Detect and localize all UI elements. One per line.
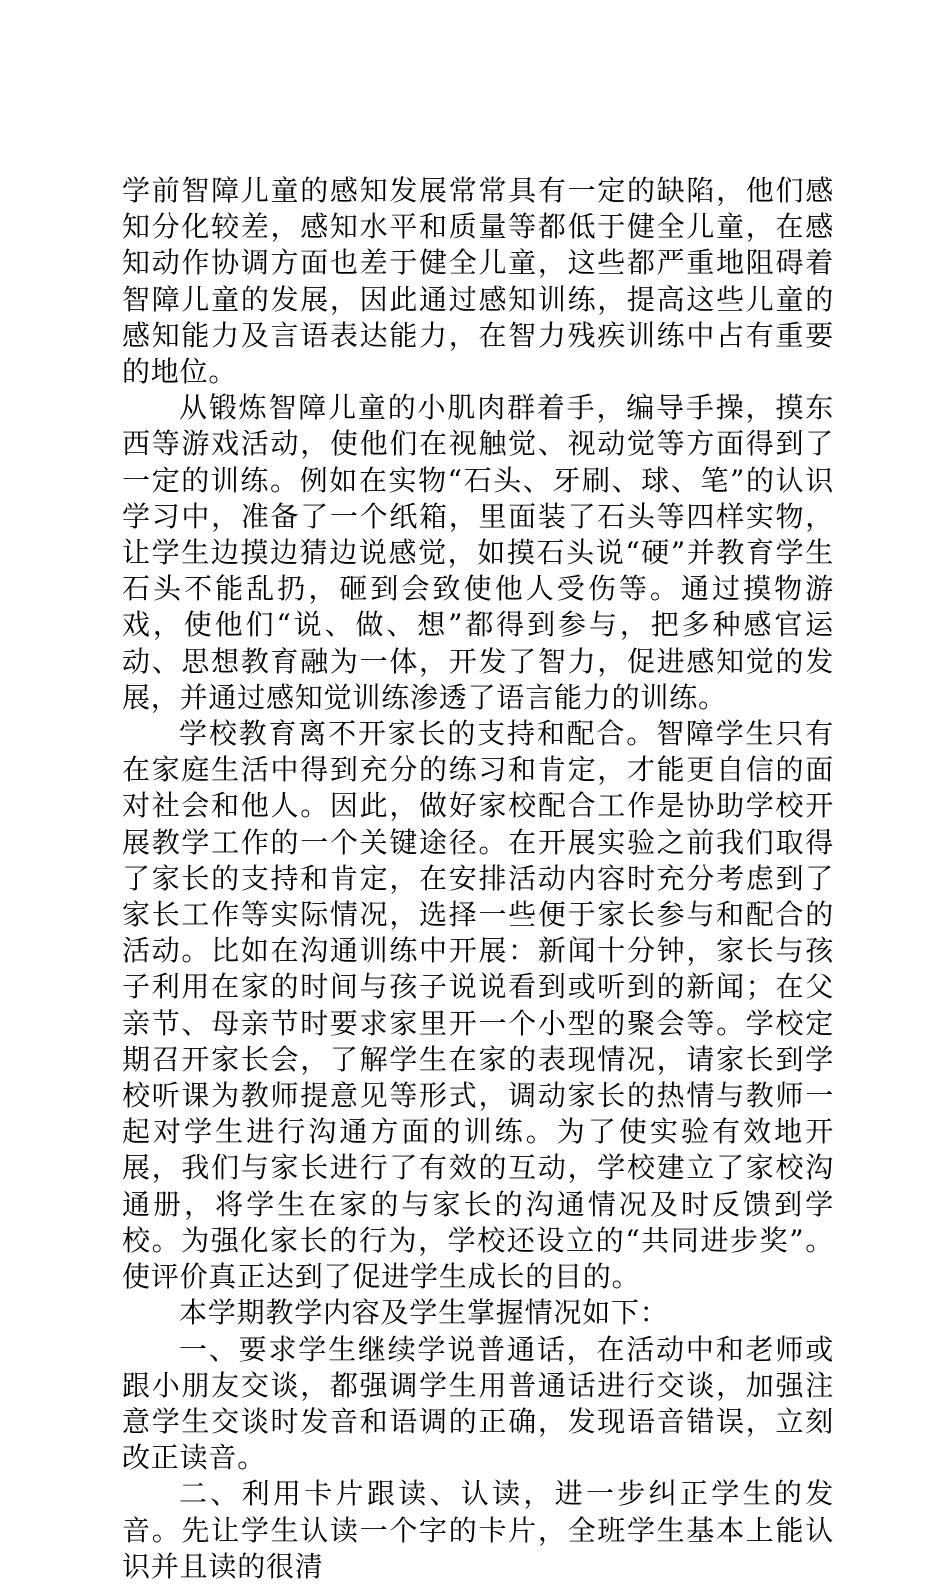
paragraph-touch-games: 从锻炼智障儿童的小肌肉群着手，编导手操，摸东西等游戏活动，使他们在视触觉、视动觉等方面得到了一定的训练。例如在实物“石头、牙刷、球、笔”的认识学习中，准备了一个纸箱，里面装了石头等四样实物，让学生边摸边猜边说感觉，如摸石头说“硬”并教育学生石头不能乱扔，砸到会致使他人受伤等。通过摸物游戏，使他们“说、做、想”都得到参与，把多种感官运动、思想教育融为一体，开发了智力，促进感知觉的发展，并通过感知觉训练渗透了语言能力的训练。: [122, 391, 834, 714]
paragraph-perception-intro: 学前智障儿童的感知发展常常具有一定的缺陷，他们感知分化较差，感知水平和质量等都低于健全儿童，在感知动作协调方面也差于健全儿童，这些都严重地阻碍着智障儿童的发展，因此通过感知训练，提高这些儿童的感知能力及言语表达能力，在智力残疾训练中占有重要的地位。: [122, 174, 834, 389]
paragraph-semester-summary-heading: 本学期教学内容及学生掌握情况如下：: [179, 1296, 669, 1330]
document-body: [122, 173, 834, 1585]
paragraph-item-one-mandarin: 一、要求学生继续学说普通话，在活动中和老师或跟小朋友交谈，都强调学生用普通话进行交谈，加强注意学生交谈时发音和语调的正确，发现语音错误，立刻改正读音。: [122, 1332, 834, 1475]
paragraph-home-school-cooperation: 学校教育离不开家长的支持和配合。智障学生只有在家庭生活中得到充分的练习和肯定，才能更自信的面对社会和他人。因此，做好家校配合工作是协助学校开展教学工作的一个关键途径。在开展实验之前我们取得了家长的支持和肯定，在安排活动内容时充分考虑到了家长工作等实际情况，选择一些便于家长参与和配合的活动。比如在沟通训练中开展：新闻十分钟，家长与孩子利用在家的时间与孩子说说看到或听到的新闻；在父亲节、母亲节时要求家里开一个小型的聚会等。学校定期召开家长会，了解学生在家的表现情况，请家长到学校听课为教师提意见等形式，调动家长的热情与教师一起对学生进行沟通方面的训练。为了使实验有效地开展，我们与家长进行了有效的互动，学校建立了家校沟通册，将学生在家的与家长的沟通情况及时反馈到学校。为强化家长的行为，学校还设立的“共同进步奖”。使评价真正达到了促进学生成长的目的。: [122, 717, 834, 1294]
paragraph-item-two-cards: 二、利用卡片跟读、认读，进一步纠正学生的发音。先让学生认读一个字的卡片，全班学生基本上能认识并且读的很清: [122, 1477, 834, 1583]
